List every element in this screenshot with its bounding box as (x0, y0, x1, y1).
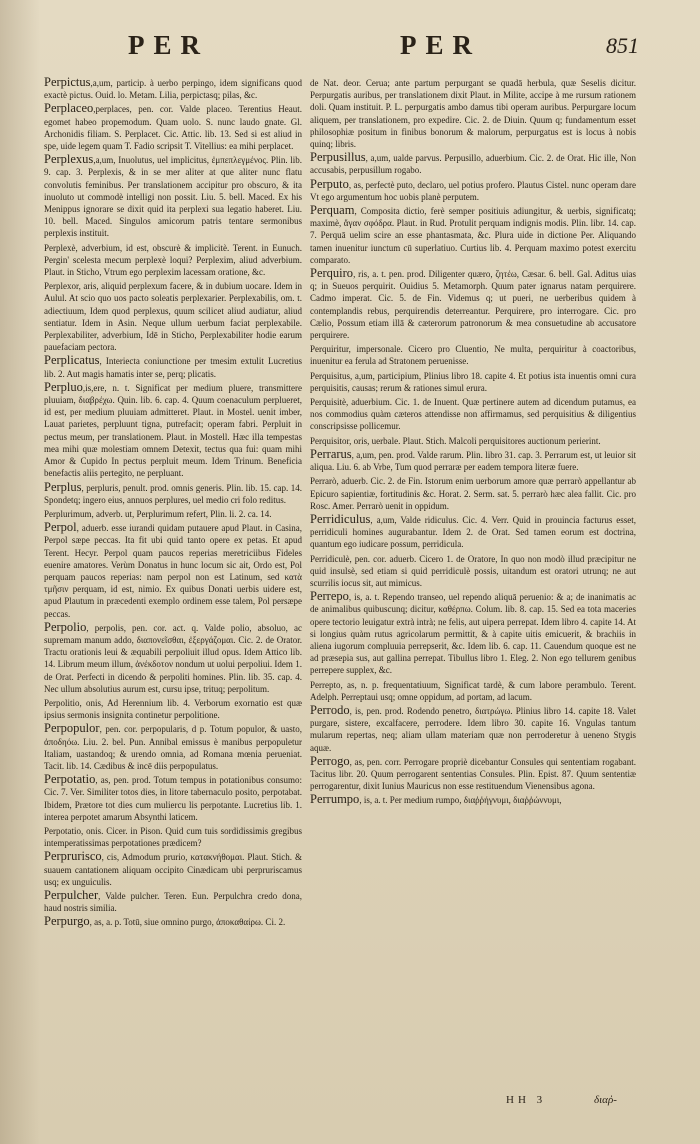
entry-text: Perquisitus, a,um, participium, Plinius libro 18. capite 4. Et potius ista inuentis omni cura perquisitis, causas; rerum & rationes simul erura. (310, 370, 636, 393)
entry-headword: Perpol (44, 520, 77, 535)
entry-headword: Perrepo (310, 589, 349, 604)
entry-headword: Perrodo (310, 702, 350, 717)
entry-text: , Interiecta coniunctione per tmesim extulit Lucretius lib. 2. Aut magis hamatis inter se, perq; plicatis. (44, 356, 302, 379)
entry-headword: Perplaceo (44, 101, 94, 116)
entry-text: Perquiritur, impersonale. Cicero pro Cluentio, Ne multa, perquiritur à coactoribus, inuenitur ea ferula ad Stratonem peruenisse. (310, 344, 636, 367)
entry-headword: Perrarus (310, 446, 352, 461)
dictionary-entry (44, 354, 302, 379)
dictionary-entry (44, 824, 302, 849)
dictionary-entry (44, 773, 302, 823)
entry-text: ,a,um, particip. à uerbo perpingo, idem significans quod exactè pictus. Ouid. lo. Metam. Lilia, perpictasq; pilas, &c. (44, 78, 302, 101)
entry-text: , is, pen. prod. Rodendo penetro, διατρώγω. Plinius libro 14. capite 18. Valet purgare, sistere, excalfacere, perrodere. Idem libro 30. capite 16. Vngulas tantum mularum repertas, neq; aliam ullam materiam quæ non perroderetur à ueneno Stygis aquæ. (310, 705, 636, 753)
right-column (310, 76, 636, 1086)
dictionary-entry (310, 178, 636, 203)
entry-text: , cis, Admodum prurio, κατακνήθομαι. Plaut. Stich. & suauem cantationem aliquam occipito Cinædicam ubi perpruriscamus usq; ex unguiculis. (44, 852, 302, 887)
entry-headword: Perpictus (44, 76, 91, 89)
dictionary-entry (310, 204, 636, 266)
entry-text: ,perplaces, pen. cor. Valde placeo. Terentius Heaut. egomet habeo propemodum. Quam uolo. S. nunc laudo gnate. Gl. Archonidis filiam. S. Perplacet. Cic. Attic. lib. 13. Sed si est aliud in spe, uide legem quam T. Fadio scripsit T. Vitellius: ea mihi perplacet. (44, 104, 302, 152)
entry-text: de Nat. deor. Cerua; ante partum perpurgant se quadā herbula, quæ Seselis dicitur. Perpurgatis auribus, per translationem dixit Plaut. in Milite, accipe à me rursum rationem doli. Quam instituit. P. L. perpurgatis ambo damus tibi operam auribus. Perpurgare locum aliquem, per translationem, pro expedire. Cic. 2. de Diuin. Quum q; fundamentum esset philosophiæ positum in finibus bonorum & malorum, perpurgatus est is locus à nobis quinq; libris. (310, 78, 636, 150)
dictionary-entry (310, 474, 636, 512)
entry-headword: Perquam (310, 203, 355, 218)
dictionary-entry (310, 552, 636, 590)
dictionary-entry (44, 481, 302, 506)
entry-text: , as, perfectè puto, declaro, uel potius profero. Plautus Cistel. nunc operam dare Vt ego argumentum hoc uobis planè perputem. (310, 179, 636, 202)
running-head-left: PER (128, 30, 209, 60)
entry-text: , a,um, pen. prod. Valde rarum. Plin. libro 31. cap. 3. Perrarum est, ut leuior sit aliqua. Liu. 6. ab Vrbe, Tum quod perraræ per eadem tempora literæ fuere. (310, 449, 636, 473)
dictionary-entry (44, 279, 302, 353)
entry-headword: Perpluo (44, 379, 83, 394)
dictionary-entry (44, 521, 302, 620)
entry-text: Perplexè, adverbium, id est, obscurè & implicitè. Terent. in Eunuch. Pergin' scelesta mecum perplexè loqui? Perplexim, aliud adverbium. Plaut. in Sticho, Vtrum ego perplexim lacessam oratione, &c. (44, 242, 302, 278)
dictionary-entry (310, 342, 636, 367)
entry-headword: Perplus (44, 479, 82, 494)
dictionary-entry (44, 621, 302, 695)
dictionary-entry (310, 151, 636, 176)
page-footer (310, 1086, 636, 1116)
dictionary-entry (44, 850, 302, 888)
running-head-right: PER (400, 30, 481, 60)
entry-text: , pen. cor. perpopularis, d p. Totum populor, & uasto, ἀποδηόω. Liu. 2. bel. Pun. Annibal emissus è manibus perpopuletur Italiam, uastandoq; & urendo omnia, ad Romana mœnia perueniat. Tacit. lib. 14. Cædibus & incē diis perpopulatus. (44, 724, 302, 771)
dictionary-entry (310, 590, 636, 676)
entry-text: Perquisitè, aduerbium. Cic. 1. de Inuent. Quæ pertinere autem ad dicendum putamus, ea nos commodius quàm cæteros attendisse non affirmamus, sed perquisitius & diligentius conscripsisse pollicemur. (310, 397, 636, 432)
entry-headword: Perquiro (310, 266, 354, 281)
page-number: 851 (606, 33, 639, 58)
dictionary-entry (310, 434, 636, 447)
entry-text: Perplurimum, adverb. ut, Perplurimum refert, Plin. li. 2. ca. 14. (44, 508, 272, 519)
dictionary-entry (310, 448, 636, 473)
dictionary-entry (310, 76, 636, 150)
dictionary-entry (44, 102, 302, 152)
entry-text: ,a,um, Inuolutus, uel implicitus, ἐμπεπλεγμένος. Plin. lib. 9. cap. 3. Perplexis, & in se mer aliter at que aliter nunc flatu convolutis feminibus. Per translationem accipitur pro obscuro, & ita inuoluto ut commodè intelligi non possit. Liu. 5. bell. Maced. Ex his Menippus ignorare se dixit quid ita perplexi sua legatio haberet. Liu. 10. bell. Maced. Singulos amicorum patris tentare sermonibus perplexis instituit. (44, 155, 302, 239)
signature-mark: HH 3 (506, 1094, 547, 1106)
dictionary-entry (310, 267, 636, 341)
entry-text: Perquisitor, oris, uerbale. Plaut. Stich. Malcoli perquisitores auctionum perierint. (310, 435, 601, 446)
entry-text: , is, a. t. Per medium rumpo, διαῤῥήγνυμι, διαῤῥώννυμι, (359, 795, 562, 806)
entry-headword: Perrogo (310, 753, 350, 768)
dictionary-entry (44, 381, 302, 480)
entry-headword: Perpolio (44, 619, 87, 634)
entry-headword: Perplicatus (44, 353, 100, 368)
dictionary-entry (44, 76, 302, 101)
entry-headword: Perpulcher (44, 888, 99, 902)
entry-text: ,is,ere, n. t. Significat per medium pluere, transmittere pluuiam, διαβρέχω. Quin. lib. 6. cap. 4. Quum coenaculum perplueret, id est, per medium pluuiam admitteret. Plaut. in Mostel. uenit imber, Lauat parietes, perpluunt tigna, putrefacit; operam fabri. Perpluit in pectus meum, per translationem. Plaut. in Mostell. Hæc illa tempestas mea mihi quæ molestiam omnem Detexit, tectus qua fui: quam mihi Amor & Cupido In pectus perpluit meum. Idem Trinum. Beneficia benefactis aliis pertegito, ne perpluant. (44, 382, 302, 479)
entry-text: Perplexor, aris, aliquid perplexum facere, & in dubium uocare. Idem in Aulul. At scio quo uos pacto soleatis perplexarier. Perplexabilis, om. t. adiectiuum, Idem quod perplexus, quum scilicet aliud audiatur, aliud sentiatur. Idem in Asin. Neque ullum uerbum faciat perplexabile. Perplexabiliter, adverbium, Idē in Sticho, Perplexabiliter hodie earum pauefaciam pectora. (44, 281, 302, 353)
entry-text: , a,um, Valde ridiculus. Cic. 4. Verr. Quid in prouincia facturus esset, perridiculi homines augurabantur. Idem 2. de Orat. Sed tamen eorum est doctrina, quantum ego iudicare possum, perridicula. (310, 514, 636, 550)
entry-headword: Perpusillus (310, 150, 366, 165)
dictionary-entry (44, 722, 302, 772)
entry-headword: Perplexus (44, 152, 94, 167)
dictionary-entry (310, 513, 636, 551)
entry-text: , as, pen. prod. Totum tempus in potationibus consumo: Cic. 7. Ver. Similiter totos dies, in litore tabernaculo posito, perpotabat. Ibidem, Prætore tot dies cum muliercu lis perpotante. Lucretius lib. 1. interea perpotet amarum Absynthi laticem. (44, 775, 302, 822)
left-column (44, 76, 302, 1086)
entry-text: , Composita dictio, ferè semper positiuis adiungitur, & uerbis, significatq; maximè, ἄγαν σφόδρα. Plaut. in Rud. Protulit perquam indignis modis. Plin. libr. 14. cap. 7. Perquā uelim scire an esse phantasmata, &c. Plura uide in dictione Per. Aliquando tamen inuenitur iunctum cū superlatiuo. Curtius lib. 4. Perquam maximo potest exercitu comparato. (310, 206, 636, 265)
dictionary-entry (44, 507, 302, 520)
dictionary-entry (44, 915, 302, 928)
entry-text: , is, a. t. Rependo transeo, uel rependo aliquā peruenio: & a; de inanimatis ac de animalibus quibuscunq; dicitur, καθέρπω. Colum. lib. 8. cap. 15. Sed ea tota maceries opere tectorio leuigatur extrà intrà; ne felis, aut uipera perrepat. Idem libro 4. capite 14. At si longius quàm rutus agricolarum permittit, & à capite uitis emicuerit, & brachiis in aliena iugorum compluuia perrepserit, &c. Idem lib. 6. cap. 11. Cauendum quoque est ne ad præsepia sus, aut gallina perrepat. Tibullus libro 1. Eleg. 2. Non ego tellurem genibus perrepere supplex, &c. (310, 592, 636, 676)
page-header (0, 30, 700, 70)
entry-headword: Perridiculus (310, 511, 371, 526)
entry-text: Perpotatio, onis. Cicer. in Pison. Quid cum tuis sordidissimis gregibus intemperatissimas perpotationes prædicem? (44, 825, 302, 849)
dictionary-entry (44, 153, 302, 239)
entry-headword: Perpurgo (44, 914, 90, 929)
entry-text: , as, pen. corr. Perrogare propriè dicebantur Consules qui sententiam rogabant. Tacitus libr. 20. Quum perrogarent sententias Consules. Plin. Epist. 87. Quum sententiæ perrogarentur, dixit Iunius Mauricus non esse restituendum Vienensibus agona. (310, 756, 636, 792)
dictionary-entry (310, 755, 636, 793)
dictionary-entry (310, 678, 636, 703)
dictionary-entry (44, 696, 302, 721)
dictionary-entry (44, 889, 302, 914)
entry-text: Perridiculè, pen. cor. aduerb. Cicero 1. de Oratore, In quo non modò illud præcipitur ne quid insulsè, sed etiam si quid perridiculè possis, uitandum est oratori utrunq; ne aut scurrilis iocus sit, aut mimicus. (310, 553, 636, 588)
entry-headword: Perpotatio (44, 772, 96, 787)
entry-text: , as, a. p. Totū, siue omnino purgo, ἀποκαθαίρω. Ci. 2. (89, 917, 286, 928)
entry-headword: Perrumpo (310, 792, 360, 807)
entry-text: Perpolitio, onis, Ad Herennium lib. 4. Verborum exornatio est quæ ipsius sermonis insignita continetur perpolitione. (44, 697, 302, 721)
entry-headword: Perprurisco (44, 849, 102, 864)
dictionary-entry (310, 793, 636, 806)
entry-text: Perrepto, as, n. p. frequentatiuum, Significat tardè, & cum labore perambulo. Terent. Adelph. Perreptaui usq; omne oppidum, ad portam, ad lacum. (310, 679, 636, 702)
dictionary-entry (310, 369, 636, 394)
entry-text: , aduerb. esse iurandi quidam putauere apud Plaut. in Casina, Perpol sæpe peccas. Ita fit ubi quid tanto opere ex petas. Et apud Terent. Hecyr. Perpol quam paucos reperias meretriciibus Fideles euenire amatores. Verùm Donatus in hunc locum sic ait, Ordo est, Pol perquam paucos reperias: nam perpol non est Latinum, sed κατὰ τμῆσιν perquam, id est, nimio. Ex quibus Donati uerbis uidere est, apud Plautum in præcedenti exemplo ordinem esse talem, Pol persæpe peccas. (44, 523, 302, 619)
dictionary-entry (310, 704, 636, 754)
dictionary-entry (310, 395, 636, 433)
dictionary-entry (44, 241, 302, 279)
entry-text: , ris, a. t. pen. prod. Diligenter quæro, ζητέω, Cæsar. 6. bell. Gal. Aditus uias q; in Sueuos perquirit. Ouidius 5. Metamorph. Quum pater ignarus natam perquirere. Cadmo imperat. Cic. 5. de Fin. Videmus q; ut pueri, ne uerberibus quidem à contemplandis rebus, perquirendis deterreantur. Perquirere, pro interrogare. Cic. pro Cælio, Possum etiam illā & cæterorum patronorum & mea consuetudine ab accusatore perquirere. (310, 269, 636, 341)
entry-text: , a,um, ualde parvus. Perpusillo, aduerbium. Cic. 2. de Orat. Hic ille, Non accusabis, perpusillum rogabo. (310, 153, 636, 176)
entry-text: , Valde pulcher. Teren. Eun. Perpulchra credo dona, haud nostris similia. (44, 891, 302, 914)
entry-text: , perpluris, penult. prod. omnis generis. Plin. lib. 15. cap. 14. Spondetq; ingero eius, annuos perplures, uel medio cri folo reditus. (44, 482, 302, 505)
entry-headword: Perpopulor (44, 721, 100, 736)
entry-text: Perrarò, aduerb. Cic. 2. de Fin. Istorum enim uerborum amore quæ perrarò appellantur ab Epicuro sapientiæ, fortitudinis &c. Horat. 2. Serm. sat. 5. perrarò hæc alea fallit. Cic. pro Rosc. Amer. Perrarò uenit in oppidum. (310, 476, 636, 511)
entry-text: , perpolis, pen. cor. act. q. Valde polio, absoluo, ac supremam manum addo, διαπονεῖσθαι, ἐξεργάζομαι. Cic. 2. de Orator. Tractu orationis leui & æquabili perpoliuit illud opus. Idem Attico lib. 14. Librum meum illum, ἀνέκδοτον nondum ut uolui perpoliui. Idem 1. de Orat. Perfecti in dicendo & perpoliti homines. Plin. lib. 35. cap. 4. Nec ullum absolutius aurum est, cursu ipse, trituq; perpolitum. (44, 622, 302, 694)
entry-headword: Perputo (310, 176, 349, 191)
catchword: διαῤ- (594, 1094, 617, 1106)
